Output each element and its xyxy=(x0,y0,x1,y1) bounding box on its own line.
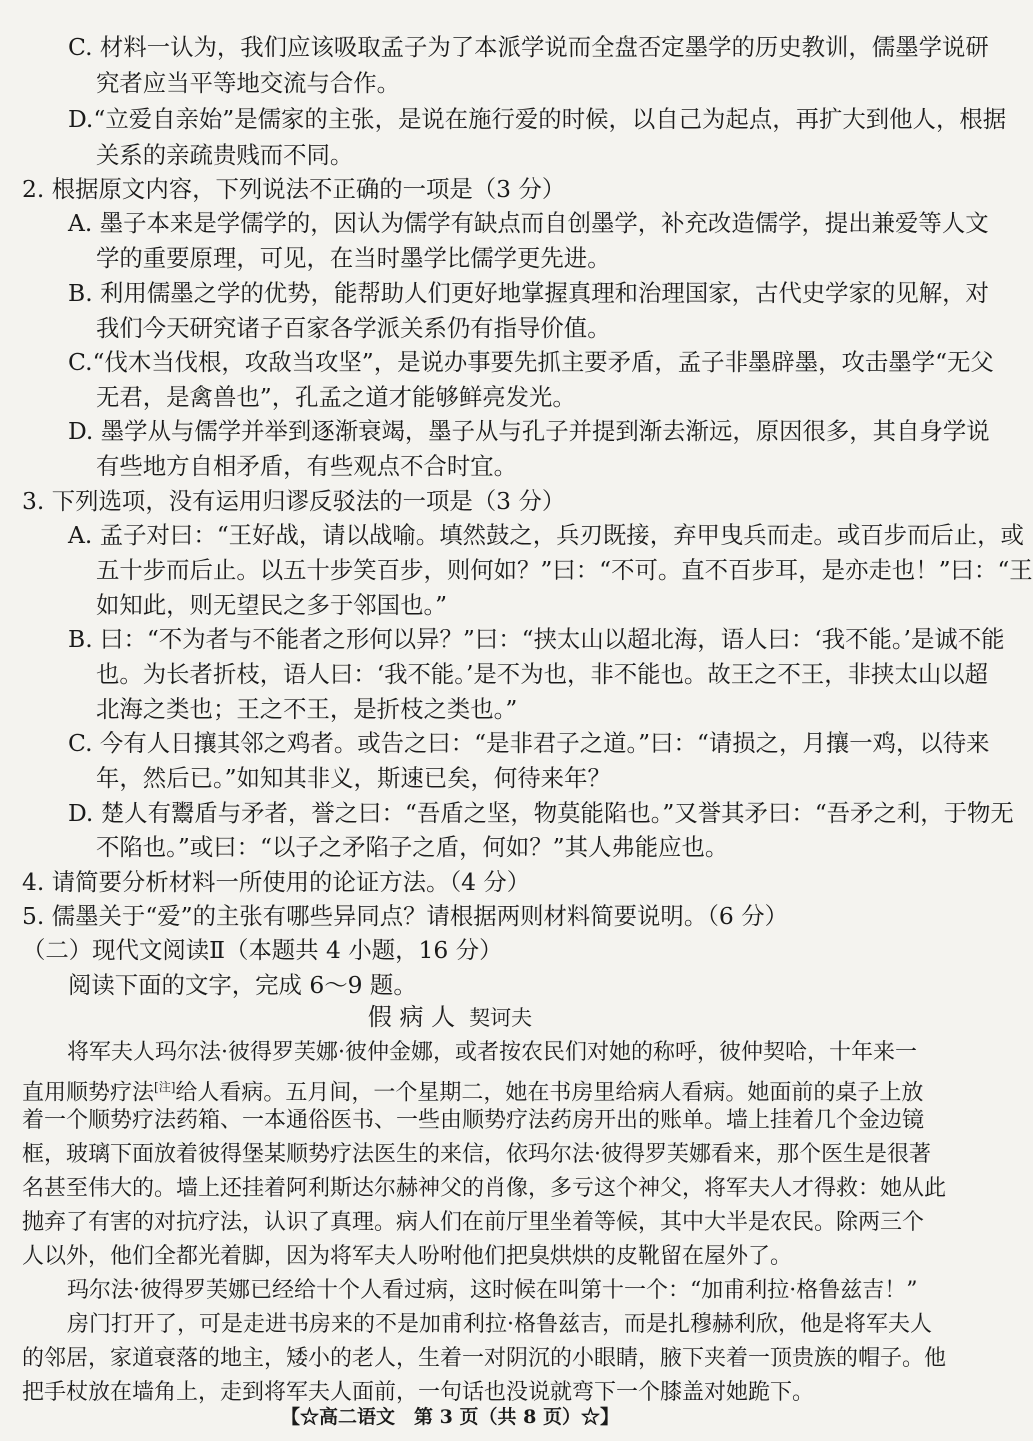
text-line: 无君，是禽兽也”，孔孟之道才能够鲜亮发光。 xyxy=(96,383,576,411)
text-line: 也。为长者折枝，语人曰：‘我不能。’是不为也，非不能也。故王之不王，非挟太山以超 xyxy=(96,660,989,688)
text-line: C.“伐木当伐根，攻敌当攻坚”，是说办事要先抓主要矛盾，孟子非墨辟墨，攻击墨学“无父 xyxy=(68,348,994,376)
story-line-part: 给人看病。五月间，一个星期二，她在书房里给病人看病。她面前的桌子上放 xyxy=(175,1080,924,1106)
story-line: 将军夫人玛尔法·彼得罗芙娜·彼仲金娜，或者按农民们对她的称呼，彼仲契哈，十年来一 xyxy=(67,1040,917,1065)
text-line: 五十步而后止。以五十步笑百步，则何如？”曰：“不可。直不百步耳，是亦走也！”曰：“王 xyxy=(96,556,1033,584)
text-line: A. 孟子对曰：“王好战，请以战喻。填然鼓之，兵刃既接，弃甲曳兵而走。或百步而后止，或 xyxy=(68,521,1024,549)
text-line: C. 材料一认为，我们应该吸取孟子为了本派学说而全盘否定墨学的历史教训，儒墨学说研 xyxy=(68,33,989,61)
text-line: B. 利用儒墨之学的优势，能帮助人们更好地掌握真理和治理国家，古代史学家的见解，对 xyxy=(68,279,989,307)
story-line xyxy=(22,1070,924,1106)
story-author: 契诃夫 xyxy=(469,1006,533,1030)
story-line: 抛弃了有害的对抗疗法，认识了真理。病人们在前厅里坐着等候，其中大半是农民。除两三个 xyxy=(22,1210,925,1235)
text-line: 关系的亲疏贵贱而不同。 xyxy=(96,141,354,169)
page-footer: 【☆高二语文 第 3 页（共 8 页）☆】 xyxy=(281,1406,619,1428)
story-line: 着一个顺势疗法药箱、一本通俗医书、一些由顺势疗法药房开出的账单。墙上挂着几个金边镜 xyxy=(22,1108,925,1133)
text-line: 5. 儒墨关于“爱”的主张有哪些异同点？请根据两则材料简要说明。（6 分） xyxy=(22,902,789,930)
story-line: 把手杖放在墙角上，走到将军夫人面前，一句话也没说就弯下一个膝盖对她跪下。 xyxy=(22,1380,815,1405)
story-title-text: 假 病 人 xyxy=(367,1003,456,1031)
story-title xyxy=(0,1000,900,1034)
text-line: A. 墨子本来是学儒学的，因认为儒学有缺点而自创墨学，补充改造儒学，提出兼爱等人文 xyxy=(68,209,989,237)
text-line: D.“立爱自亲始”是儒家的主张，是说在施行爱的时候，以自己为起点，再扩大到他人，根据 xyxy=(68,105,1007,133)
text-line: C. 今有人日攘其邻之鸡者。或告之曰：“是非君子之道。”曰：“请损之，月攘一鸡，以待来 xyxy=(68,729,990,757)
text-line: D. 墨学从与儒学并举到逐渐衰竭，墨子从与孔子并提到渐去渐远，原因很多，其自身学说 xyxy=(68,417,990,445)
text-line: 不陷也。”或曰：“以子之矛陷子之盾，何如？”其人弗能应也。 xyxy=(96,833,729,861)
story-line-part: 直用顺势疗法 xyxy=(22,1080,155,1106)
text-line: 学的重要原理，可见，在当时墨学比儒学更先进。 xyxy=(96,244,611,272)
story-line: 框，玻璃下面放着彼得堡某顺势疗法医生的来信，依玛尔法·彼得罗芙娜看来，那个医生是很著 xyxy=(22,1142,931,1167)
story-line: 房门打开了，可是走进书房来的不是加甫利拉·格鲁兹吉，而是扎穆赫利欣，他是将军夫人 xyxy=(67,1312,932,1337)
text-line: 北海之类也；王之不王，是折枝之类也。” xyxy=(96,695,518,723)
story-line: 名甚至伟大的。墙上还挂着阿利斯达尔赫神父的肖像，多亏这个神父，将军夫人才得救：她从此 xyxy=(22,1176,947,1201)
text-line: 4. 请简要分析材料一所使用的论证方法。（4 分） xyxy=(22,868,531,896)
story-line: 的邻居，家道衰落的地主，矮小的老人，生着一对阴沉的小眼睛，腋下夹着一顶贵族的帽子。他 xyxy=(22,1346,947,1371)
text-line: B. 曰：“不为者与不能者之形何以异？”曰：“挟太山以超北海，语人曰：‘我不能。’是诚不能 xyxy=(68,625,1005,653)
text-line: （二）现代文阅读Ⅱ（本题共 4 小题，16 分） xyxy=(22,936,503,964)
text-line: 年，然后已。”如知其非义，斯速已矣，何待来年？ xyxy=(96,764,611,792)
text-line: 我们今天研究诸子百家各学派关系仍有指导价值。 xyxy=(96,314,611,342)
footnote-marker: [注] xyxy=(154,1080,176,1094)
story-line: 人以外，他们全都光着脚，因为将军夫人吩咐他们把臭烘烘的皮靴留在屋外了。 xyxy=(22,1244,793,1269)
story-line: 玛尔法·彼得罗芙娜已经给十个人看过病，这时候在叫第十一个：“加甫利拉·格鲁兹吉！” xyxy=(67,1278,918,1303)
text-line: 2. 根据原文内容，下列说法不正确的一项是（3 分） xyxy=(22,175,566,203)
text-line: 3. 下列选项，没有运用归谬反驳法的一项是（3 分） xyxy=(22,487,566,515)
text-line: 阅读下面的文字，完成 6～9 题。 xyxy=(68,971,417,999)
text-line: D. 楚人有鬻盾与矛者，誉之曰：“吾盾之坚，物莫能陷也。”又誉其矛曰：“吾矛之利，于物无 xyxy=(68,799,1014,827)
text-line: 有些地方自相矛盾，有些观点不合时宜。 xyxy=(96,452,518,480)
text-line: 究者应当平等地交流与合作。 xyxy=(96,69,401,97)
text-line: 如知此，则无望民之多于邻国也。” xyxy=(96,591,448,619)
